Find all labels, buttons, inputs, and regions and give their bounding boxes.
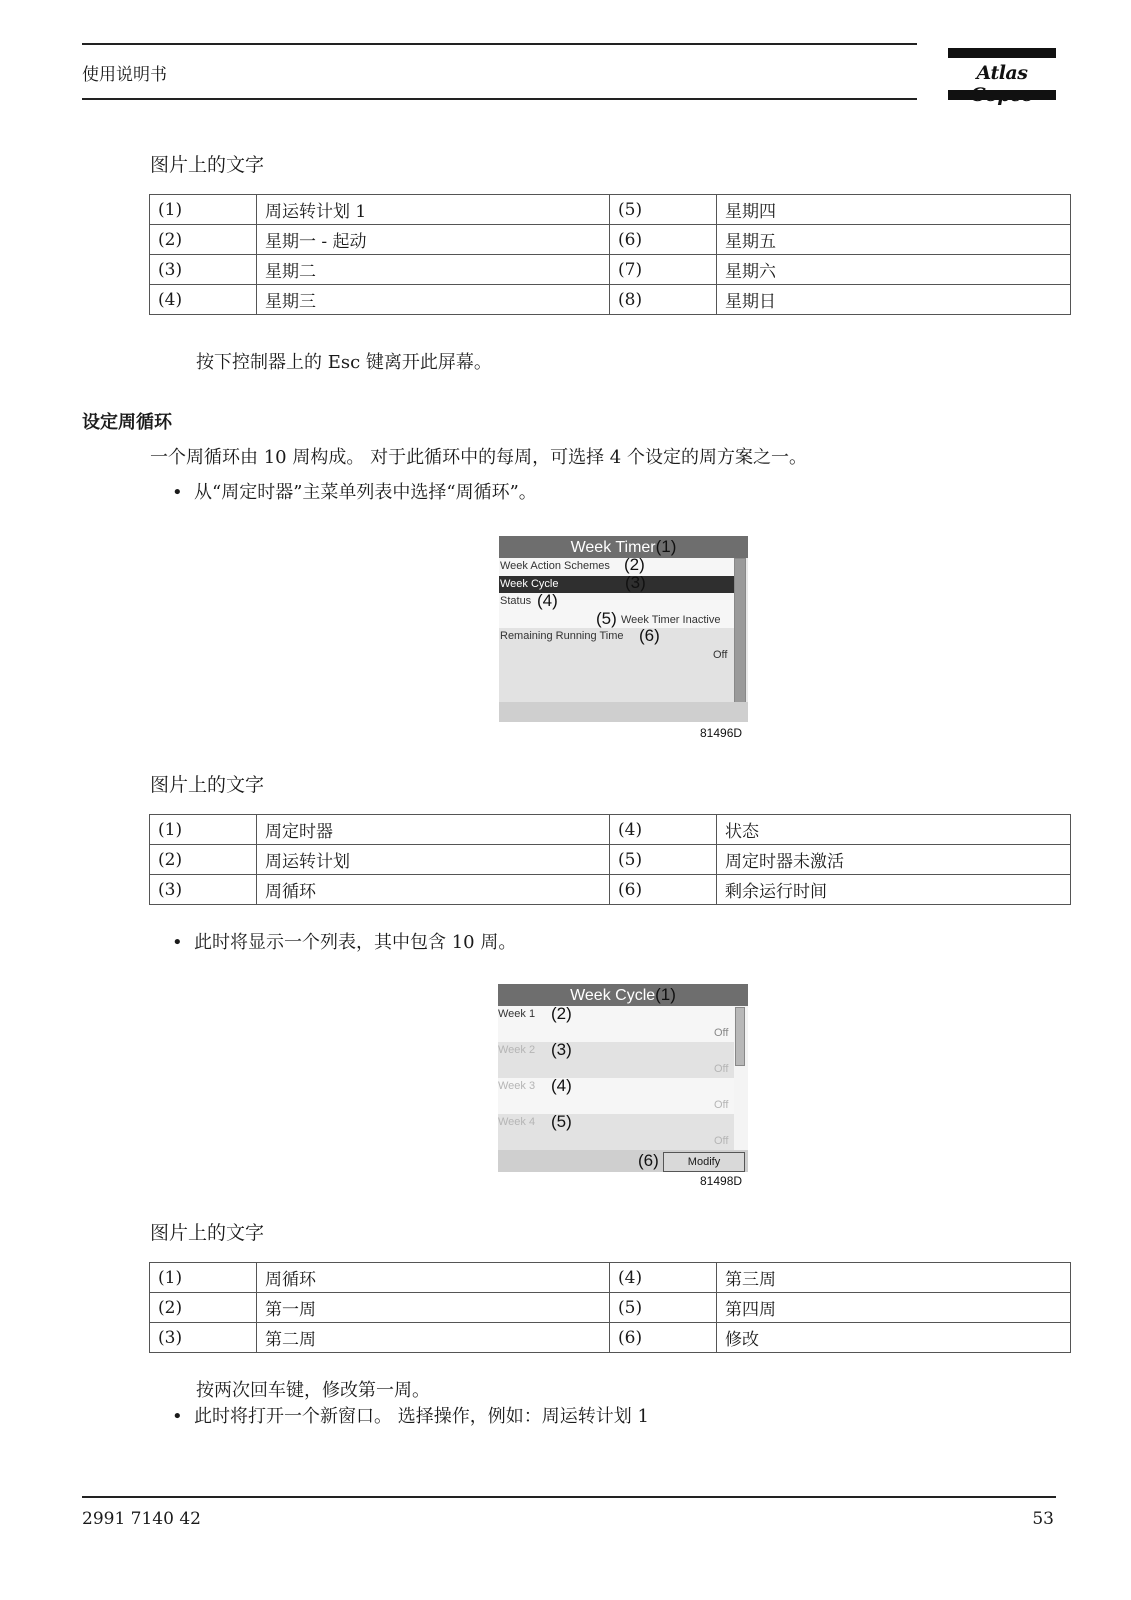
legend-text: 第二周 [257,1323,610,1353]
legend-text: 星期六 [717,255,1071,285]
week-label: Week 3 [498,1080,536,1092]
remaining-value: Off [713,649,728,661]
screen-title-bar [498,984,748,1006]
legend-text: 星期日 [717,285,1071,315]
bullet-new-window [172,1402,649,1428]
status-value: Week Timer Inactive [621,614,721,626]
figure-id: 81498D [700,1174,743,1188]
legend-number: (5) [610,195,717,225]
legend-text: 周运转计划 [257,845,610,875]
scrollbar-thumb[interactable] [735,559,745,702]
legend-number: (1) [150,1263,257,1293]
header-top-rule [82,43,917,45]
scrollbar-thumb[interactable] [735,1007,745,1066]
modify-button[interactable]: Modify [663,1152,745,1172]
callout: (1) [655,537,677,556]
legend-text: 第一周 [257,1293,610,1323]
screen-bottom-bar [499,702,748,722]
legend-number: (4) [610,815,717,845]
callout: (6) [639,626,660,645]
legend-text: 状态 [717,815,1071,845]
atlas-copco-logo [948,48,1056,100]
table-row [150,1263,1071,1293]
legend-number: (5) [610,845,717,875]
legend-text: 周运转计划 1 [257,195,610,225]
table-row [150,195,1071,225]
legend-number: (3) [150,255,257,285]
week-label: Week 2 [498,1044,536,1056]
table-row [150,255,1071,285]
legend-text: 周循环 [257,1263,610,1293]
menu-item-label: Week Cycle [500,578,559,590]
legend3-table [149,1262,1071,1353]
table-row [150,845,1071,875]
callout: (1) [655,985,676,1004]
legend1-table [149,194,1071,315]
week-value: Off [714,1135,729,1147]
table-row [150,815,1071,845]
table-row [150,875,1071,905]
legend-text: 剩余运行时间 [717,875,1071,905]
menu-item-week-cycle-selected[interactable] [499,576,734,593]
document-number: 2991 7140 42 [82,1509,201,1529]
legend-text: 星期四 [717,195,1071,225]
legend-text: 星期三 [257,285,610,315]
header-title: 使用说明书 [82,65,167,85]
screen-title: Week Cycle [570,987,656,1004]
legend-number: (2) [150,1293,257,1323]
legend-number: (6) [610,875,717,905]
menu-item-week-action-schemes[interactable]: Week Action Schemes [500,560,610,572]
callout: (6) [638,1151,659,1170]
menu-item-remaining-running-time[interactable]: Remaining Running Time [500,630,624,642]
legend-text: 星期二 [257,255,610,285]
legend-text: 第三周 [717,1263,1071,1293]
legend-number: (4) [150,285,257,315]
legend3-caption: 图片上的文字 [150,1222,265,1244]
legend-number: (2) [150,225,257,255]
legend-number: (2) [150,845,257,875]
callout: (2) [624,555,645,574]
bullet-text: 此时将显示一个列表，其中包含 10 周。 [194,932,517,953]
legend-number: (6) [610,1323,717,1353]
legend2-caption: 图片上的文字 [150,774,265,796]
week-timer-screen [499,536,748,722]
bullet-text: 此时将打开一个新窗口。 选择操作，例如：周运转计划 1 [194,1406,649,1427]
week-label: Week 1 [498,1008,536,1020]
legend-text: 周循环 [257,875,610,905]
week-value: Off [714,1063,729,1075]
week-label: Week 4 [498,1116,536,1128]
scrollbar[interactable] [734,1006,746,1152]
figure-id: 81496D [700,726,743,740]
section-intro: 一个周循环由 10 周构成。 对于此循环中的每周，可选择 4 个设定的周方案之一。 [150,447,807,468]
legend-text: 星期五 [717,225,1071,255]
legend-text: 第四周 [717,1293,1071,1323]
legend-number: (1) [150,195,257,225]
legend-number: (7) [610,255,717,285]
header-bottom-rule [82,98,917,100]
bullet-dot: • [172,482,183,503]
bullet-dot: • [172,1406,183,1427]
logo-text: Atlas [976,62,1028,84]
legend-text: 星期一 - 起动 [257,225,610,255]
bullet-select-week-cycle [172,478,537,504]
table-row [150,1293,1071,1323]
legend-number: (4) [610,1263,717,1293]
footer-rule [82,1496,1056,1498]
callout: (2) [551,1004,572,1023]
table-row [150,285,1071,315]
screen-title: Week Timer [570,539,656,556]
menu-item-status[interactable]: Status [500,595,532,607]
scrollbar[interactable] [734,558,746,703]
bullet-dot: • [172,932,183,953]
table-row [150,225,1071,255]
legend2-table [149,814,1071,905]
bullet-list-shown [172,928,516,954]
callout: (4) [551,1076,572,1095]
legend-text: 修改 [717,1323,1071,1353]
legend-text: 周定时器未激活 [717,845,1071,875]
page-number: 53 [1032,1509,1054,1529]
legend-number: (3) [150,1323,257,1353]
callout: (5) [596,609,617,628]
legend1-caption: 图片上的文字 [150,154,265,176]
legend-text: 周定时器 [257,815,610,845]
legend-number: (6) [610,225,717,255]
legend-number: (8) [610,285,717,315]
section-title: 设定周循环 [82,412,172,433]
legend-number: (5) [610,1293,717,1323]
week-value: Off [714,1099,729,1111]
table-row [150,1323,1071,1353]
callout: (3) [625,573,646,592]
legend-number: (3) [150,875,257,905]
callout: (4) [537,591,558,610]
enter-note: 按两次回车键，修改第一周。 [196,1380,430,1401]
legend-number: (1) [150,815,257,845]
week-cycle-screen [498,984,748,1172]
callout: (5) [551,1112,572,1131]
bullet-text: 从“周定时器”主菜单列表中选择“周循环”。 [194,482,537,503]
callout: (3) [551,1040,572,1059]
week-value: Off [714,1027,729,1039]
esc-note: 按下控制器上的 Esc 键离开此屏幕。 [196,352,492,373]
